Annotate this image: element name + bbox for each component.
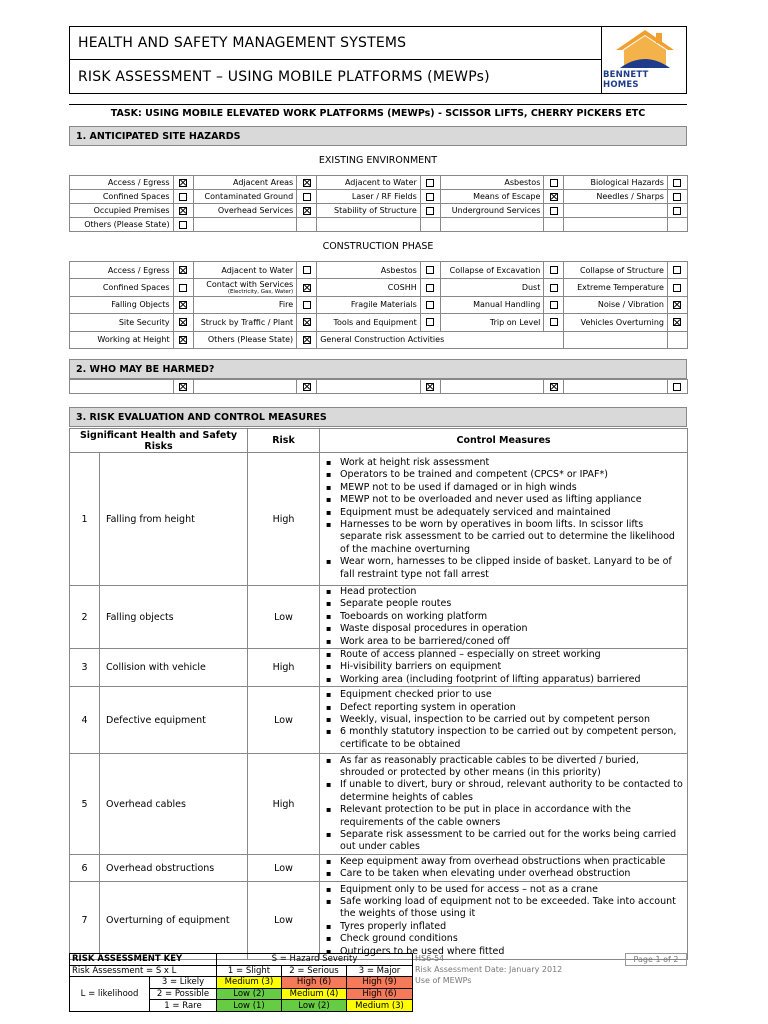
checkbox-cell bbox=[173, 279, 193, 296]
checked-box-icon[interactable] bbox=[303, 336, 311, 344]
checkbox-cell bbox=[420, 380, 440, 394]
empty-box-icon[interactable] bbox=[673, 383, 681, 391]
risk-level: Low bbox=[248, 855, 320, 882]
empty-cell bbox=[193, 218, 297, 232]
control-measure-item: ▪ Care to be taken when elevating under overhead obstruction bbox=[326, 868, 685, 880]
empty-box-icon[interactable] bbox=[426, 207, 434, 215]
checkbox-cell bbox=[667, 262, 687, 279]
risk-level: High bbox=[248, 649, 320, 687]
risk-row bbox=[70, 855, 688, 882]
checkbox-cell bbox=[544, 314, 564, 331]
risk-hazard: Overturning of equipment bbox=[100, 882, 248, 960]
hazard-label: Underground Services bbox=[440, 204, 544, 218]
checkbox-cell bbox=[544, 262, 564, 279]
risk-level: Low bbox=[248, 586, 320, 649]
control-measure-item: ▪ Check ground conditions bbox=[326, 933, 685, 945]
hazard-label: COSHH bbox=[317, 279, 421, 296]
checkbox-cell bbox=[420, 262, 440, 279]
risk-level: Low bbox=[248, 687, 320, 754]
hazard-label: Others (Please State) bbox=[70, 218, 174, 232]
empty-box-icon[interactable] bbox=[550, 301, 558, 309]
key-cell: Low (1) bbox=[217, 1000, 282, 1012]
key-cell: Medium (4) bbox=[282, 988, 347, 1000]
control-measure-item: ▪ Defect reporting system in operation bbox=[326, 702, 685, 714]
construction-phase-title: CONSTRUCTION PHASE bbox=[322, 241, 434, 252]
control-measures bbox=[320, 882, 688, 960]
checkbox-cell bbox=[544, 190, 564, 204]
checked-box-icon[interactable] bbox=[303, 284, 311, 292]
empty-cell bbox=[564, 218, 668, 232]
hazard-label: Asbestos bbox=[317, 262, 421, 279]
hazard-label: Fire bbox=[193, 296, 297, 313]
checkbox-cell bbox=[667, 190, 687, 204]
control-measure-item: ▪ MEWP not to be used if damaged or in high winds bbox=[326, 482, 685, 494]
risk-number: 1 bbox=[70, 453, 100, 586]
checkbox-cell bbox=[544, 176, 564, 190]
checked-box-icon[interactable] bbox=[179, 301, 187, 309]
checkbox-cell bbox=[667, 279, 687, 296]
empty-box-icon[interactable] bbox=[673, 266, 681, 274]
empty-cell bbox=[667, 331, 687, 348]
checkbox-cell bbox=[420, 176, 440, 190]
document-use: Use of MEWPs bbox=[415, 976, 472, 985]
risk-row bbox=[70, 649, 688, 687]
hazard-label bbox=[564, 204, 668, 218]
checkbox-cell bbox=[297, 331, 317, 348]
hazard-row bbox=[70, 331, 688, 348]
checked-box-icon[interactable] bbox=[673, 318, 681, 326]
hazard-label: Needles / Sharps bbox=[564, 190, 668, 204]
empty-box-icon[interactable] bbox=[550, 207, 558, 215]
key-cell: Medium (3) bbox=[347, 1000, 413, 1012]
hazard-label-sub: (Electricity, Gas, Water) bbox=[227, 288, 294, 295]
risk-level: High bbox=[248, 453, 320, 586]
hazard-label: Stability of Structure bbox=[317, 204, 421, 218]
checkbox-cell bbox=[420, 296, 440, 313]
control-measures-list bbox=[326, 586, 685, 648]
header-subtitle: RISK ASSESSMENT – USING MOBILE PLATFORMS (MEWPs) bbox=[70, 60, 602, 94]
hazard-label bbox=[193, 279, 297, 296]
checkbox-cell bbox=[173, 314, 193, 331]
page-number: Page 1 of 2 bbox=[625, 953, 687, 966]
hazard-row bbox=[70, 296, 688, 313]
hazard-label: Confined Spaces bbox=[70, 190, 174, 204]
checkbox-cell bbox=[297, 296, 317, 313]
checkbox-cell bbox=[297, 279, 317, 296]
who-may-be-harmed-grid bbox=[69, 379, 688, 394]
assessment-date: Risk Assessment Date: January 2012 bbox=[415, 965, 563, 974]
checkbox-cell bbox=[420, 204, 440, 218]
empty-box-icon[interactable] bbox=[303, 266, 311, 274]
hazard-label: Confined Spaces bbox=[70, 279, 174, 296]
checkbox-cell bbox=[297, 176, 317, 190]
control-measure-item: ▪ Head protection bbox=[326, 586, 685, 598]
checked-box-icon[interactable] bbox=[303, 207, 311, 215]
hazard-label bbox=[193, 380, 297, 394]
checkbox-cell bbox=[544, 380, 564, 394]
key-likely: 3 = Likely bbox=[150, 977, 217, 989]
control-measure-item: ▪ Safe working load of equipment not to be exceeded. Take into account the weights of those using it bbox=[326, 896, 685, 921]
house-logo-icon bbox=[612, 28, 678, 70]
key-cell: Low (2) bbox=[217, 988, 282, 1000]
hazard-label: Trip on Level bbox=[440, 314, 544, 331]
checkbox-cell bbox=[667, 380, 687, 394]
checkbox-cell bbox=[544, 204, 564, 218]
key-serious: 2 = Serious bbox=[282, 965, 347, 977]
header-title: HEALTH AND SAFETY MANAGEMENT SYSTEMS bbox=[70, 27, 602, 60]
empty-box-icon[interactable] bbox=[426, 284, 434, 292]
empty-box-icon[interactable] bbox=[673, 284, 681, 292]
hazard-label: Tools and Equipment bbox=[317, 314, 421, 331]
hazard-label: Asbestos bbox=[440, 176, 544, 190]
empty-cell bbox=[440, 218, 544, 232]
hazard-label: Manual Handling bbox=[440, 296, 544, 313]
hazard-label: Laser / RF Fields bbox=[317, 190, 421, 204]
hazard-label: Means of Escape bbox=[440, 190, 544, 204]
risk-row bbox=[70, 453, 688, 586]
control-measure-item: ▪ Route of access planned – especially on street working bbox=[326, 649, 685, 661]
checkbox-cell bbox=[667, 176, 687, 190]
hazard-label: Dust bbox=[440, 279, 544, 296]
checked-box-icon[interactable] bbox=[179, 318, 187, 326]
empty-cell bbox=[297, 218, 317, 232]
empty-box-icon[interactable] bbox=[426, 179, 434, 187]
hazard-row bbox=[70, 218, 688, 232]
risk-number: 4 bbox=[70, 687, 100, 754]
control-measures-list bbox=[326, 856, 685, 881]
hazard-row bbox=[70, 380, 688, 394]
control-measure-item: ▪ As far as reasonably practicable cables to be diverted / buried, shrouded or protected by other means (in this priority) bbox=[326, 755, 685, 780]
checkbox-cell bbox=[544, 279, 564, 296]
header-divider bbox=[69, 104, 687, 105]
key-cell: High (9) bbox=[347, 977, 413, 989]
checked-box-icon[interactable] bbox=[179, 336, 187, 344]
hazard-label: Adjacent to Water bbox=[193, 262, 297, 279]
control-measure-item: ▪ Working area (including footprint of lifting apparatus) barriered bbox=[326, 674, 685, 686]
checkbox-cell bbox=[173, 204, 193, 218]
checked-box-icon[interactable] bbox=[550, 193, 558, 201]
control-measures bbox=[320, 855, 688, 882]
control-measure-item: ▪ Work area to be barriered/coned off bbox=[326, 636, 685, 648]
empty-cell bbox=[544, 218, 564, 232]
risk-hazard: Overhead cables bbox=[100, 754, 248, 855]
section2-title: 2. WHO MAY BE HARMED? bbox=[69, 359, 687, 379]
control-measure-item: ▪ Harnesses to be worn by operatives in boom lifts. In scissor lifts separate risk assessment to be carried out to determine the likelihood of the machine overturning bbox=[326, 519, 685, 556]
checkbox-cell bbox=[173, 190, 193, 204]
empty-box-icon[interactable] bbox=[550, 284, 558, 292]
hazard-label: Extreme Temperature bbox=[564, 279, 668, 296]
empty-cell bbox=[667, 218, 687, 232]
empty-box-icon[interactable] bbox=[550, 179, 558, 187]
control-measures bbox=[320, 586, 688, 649]
hazard-label-text: Contact with Services bbox=[206, 279, 294, 289]
control-measure-item: ▪ Tyres properly inflated bbox=[326, 921, 685, 933]
risk-row bbox=[70, 882, 688, 960]
control-measures bbox=[320, 453, 688, 586]
key-possible: 2 = Possible bbox=[150, 988, 217, 1000]
control-measures-list bbox=[326, 755, 685, 854]
control-measure-item: ▪ Weekly, visual, inspection to be carried out by competent person bbox=[326, 714, 685, 726]
control-measure-item: ▪ MEWP not to be overloaded and never used as lifting appliance bbox=[326, 494, 685, 506]
checkbox-cell bbox=[173, 262, 193, 279]
control-column-header: Control Measures bbox=[320, 429, 688, 453]
risk-number: 7 bbox=[70, 882, 100, 960]
risk-level: Low bbox=[248, 882, 320, 960]
checked-box-icon[interactable] bbox=[550, 383, 558, 391]
hazard-label: General Construction Activities bbox=[317, 331, 564, 348]
control-measure-item: ▪ 6 monthly statutory inspection to be carried out by competent person, certificate to be obtained bbox=[326, 726, 685, 751]
key-rare: 1 = Rare bbox=[150, 1000, 217, 1012]
control-measure-item: ▪ Wear worn, harnesses to be clipped inside of basket. Lanyard to be of fall restraint type not fall arrest bbox=[326, 556, 685, 581]
task-title: TASK: USING MOBILE ELEVATED WORK PLATFORMS (MEWPs) - SCISSOR LIFTS, CHERRY PICKERS ETC bbox=[110, 108, 646, 119]
hazard-row bbox=[70, 262, 688, 279]
empty-box-icon[interactable] bbox=[426, 266, 434, 274]
checkbox-cell bbox=[544, 296, 564, 313]
hazard-label: Struck by Traffic / Plant bbox=[193, 314, 297, 331]
empty-box-icon[interactable] bbox=[673, 193, 681, 201]
checked-box-icon[interactable] bbox=[303, 179, 311, 187]
risk-row bbox=[70, 687, 688, 754]
risk-column-header: Risk bbox=[248, 429, 320, 453]
hazard-row bbox=[70, 190, 688, 204]
control-measure-item: ▪ Operators to be trained and competent (CPCS* or IPAF*) bbox=[326, 469, 685, 481]
control-measures bbox=[320, 687, 688, 754]
hazard-column-header: Significant Health and Safety Risks bbox=[70, 429, 248, 453]
checked-box-icon[interactable] bbox=[303, 383, 311, 391]
checkbox-cell bbox=[297, 314, 317, 331]
hazard-label: Adjacent Areas bbox=[193, 176, 297, 190]
risk-assessment-key bbox=[69, 953, 413, 1012]
construction-phase-grid bbox=[69, 261, 688, 349]
empty-box-icon[interactable] bbox=[550, 266, 558, 274]
section3-title: 3. RISK EVALUATION AND CONTROL MEASURES bbox=[69, 407, 687, 427]
control-measure-item: ▪ Relevant protection to be put in place in accordance with the requirements of the cable owners bbox=[326, 804, 685, 829]
hazard-label: Collapse of Structure bbox=[564, 262, 668, 279]
risk-level: High bbox=[248, 754, 320, 855]
checked-box-icon[interactable] bbox=[179, 266, 187, 274]
company-logo bbox=[603, 27, 687, 94]
hazard-label: Falling Objects bbox=[70, 296, 174, 313]
control-measure-item: ▪ Keep equipment away from overhead obstructions when practicable bbox=[326, 856, 685, 868]
empty-box-icon[interactable] bbox=[550, 318, 558, 326]
hazard-label: Noise / Vibration bbox=[564, 296, 668, 313]
hazard-row bbox=[70, 279, 688, 296]
empty-box-icon[interactable] bbox=[673, 207, 681, 215]
hazard-label: Fragile Materials bbox=[317, 296, 421, 313]
footer-info bbox=[415, 953, 625, 986]
control-measure-item: ▪ Waste disposal procedures in operation bbox=[326, 623, 685, 635]
checked-box-icon[interactable] bbox=[179, 207, 187, 215]
risk-row bbox=[70, 586, 688, 649]
key-major: 3 = Major bbox=[347, 965, 413, 977]
risk-hazard: Collision with vehicle bbox=[100, 649, 248, 687]
control-measure-item: ▪ Separate risk assessment to be carried out for the works being carried out under cables bbox=[326, 829, 685, 854]
hazard-row bbox=[70, 204, 688, 218]
checked-box-icon[interactable] bbox=[426, 383, 434, 391]
checkbox-cell bbox=[420, 314, 440, 331]
hazard-label: Access / Egress bbox=[70, 262, 174, 279]
control-measures bbox=[320, 649, 688, 687]
risk-number: 3 bbox=[70, 649, 100, 687]
key-severity: S = Hazard Severity bbox=[217, 954, 413, 966]
hazard-label: Contaminated Ground bbox=[193, 190, 297, 204]
empty-box-icon[interactable] bbox=[673, 179, 681, 187]
hazard-label: Access / Egress bbox=[70, 176, 174, 190]
risk-number: 2 bbox=[70, 586, 100, 649]
empty-box-icon[interactable] bbox=[426, 301, 434, 309]
logo-text: BENNETT HOMES bbox=[603, 70, 649, 90]
control-measure-item: ▪ Hi-visibility barriers on equipment bbox=[326, 661, 685, 673]
hazard-label: Occupied Premises bbox=[70, 204, 174, 218]
empty-box-icon[interactable] bbox=[303, 301, 311, 309]
checkbox-cell bbox=[173, 176, 193, 190]
key-cell: Low (2) bbox=[282, 1000, 347, 1012]
hazard-label: Site Security bbox=[70, 314, 174, 331]
checkbox-cell bbox=[297, 204, 317, 218]
checkbox-cell bbox=[297, 190, 317, 204]
control-measures-list bbox=[326, 884, 685, 958]
control-measure-item: ▪ Separate people routes bbox=[326, 598, 685, 610]
control-measures-list bbox=[326, 457, 685, 581]
checkbox-cell bbox=[173, 218, 193, 232]
key-cell: High (6) bbox=[347, 988, 413, 1000]
key-cell: Medium (3) bbox=[217, 977, 282, 989]
checked-box-icon[interactable] bbox=[303, 318, 311, 326]
empty-box-icon[interactable] bbox=[179, 221, 187, 229]
checkbox-cell bbox=[297, 380, 317, 394]
hazard-label: Vehicles Overturning bbox=[564, 314, 668, 331]
key-formula: Risk Assessment = S x L bbox=[70, 965, 217, 977]
checkbox-cell bbox=[173, 331, 193, 348]
risk-hazard: Falling objects bbox=[100, 586, 248, 649]
control-measure-item: ▪ Toeboards on working platform bbox=[326, 611, 685, 623]
hazard-row bbox=[70, 176, 688, 190]
empty-box-icon[interactable] bbox=[303, 193, 311, 201]
existing-environment-grid bbox=[69, 175, 688, 232]
checkbox-cell bbox=[667, 314, 687, 331]
checkbox-cell bbox=[420, 279, 440, 296]
risk-number: 5 bbox=[70, 754, 100, 855]
checkbox-cell bbox=[173, 380, 193, 394]
risk-number: 6 bbox=[70, 855, 100, 882]
empty-cell bbox=[420, 218, 440, 232]
empty-cell bbox=[564, 331, 668, 348]
hazard-label: Others (Please State) bbox=[193, 331, 297, 348]
risk-row bbox=[70, 754, 688, 855]
empty-box-icon[interactable] bbox=[179, 284, 187, 292]
hazard-label bbox=[317, 380, 421, 394]
hazard-label: Working at Height bbox=[70, 331, 174, 348]
hazard-label: Collapse of Excavation bbox=[440, 262, 544, 279]
hazard-row bbox=[70, 314, 688, 331]
empty-cell bbox=[317, 218, 421, 232]
key-title: RISK ASSESSMENT KEY bbox=[70, 954, 217, 966]
hazard-label: Overhead Services bbox=[193, 204, 297, 218]
risk-table bbox=[69, 428, 688, 960]
control-measure-item: ▪ Equipment checked prior to use bbox=[326, 689, 685, 701]
document-header bbox=[69, 26, 687, 94]
risk-hazard: Falling from height bbox=[100, 453, 248, 586]
checked-box-icon[interactable] bbox=[179, 383, 187, 391]
checkbox-cell bbox=[667, 204, 687, 218]
control-measure-item: ▪ Outriggers to be used where fitted bbox=[326, 946, 685, 958]
hazard-label: Adjacent to Water bbox=[317, 176, 421, 190]
control-measure-item: ▪ Equipment only to be used for access – not as a crane bbox=[326, 884, 685, 896]
checked-box-icon[interactable] bbox=[179, 179, 187, 187]
control-measures-list bbox=[326, 649, 685, 686]
checkbox-cell bbox=[173, 296, 193, 313]
key-slight: 1 = Slight bbox=[217, 965, 282, 977]
checkbox-cell bbox=[297, 262, 317, 279]
empty-box-icon[interactable] bbox=[426, 318, 434, 326]
risk-hazard: Overhead obstructions bbox=[100, 855, 248, 882]
hazard-label bbox=[564, 380, 668, 394]
checkbox-cell bbox=[667, 296, 687, 313]
hazard-label bbox=[440, 380, 544, 394]
risk-hazard: Defective equipment bbox=[100, 687, 248, 754]
empty-box-icon[interactable] bbox=[426, 193, 434, 201]
key-cell: High (6) bbox=[282, 977, 347, 989]
doc-reference: HS6-54 bbox=[415, 954, 445, 963]
hazard-label bbox=[70, 380, 174, 394]
hazard-label: Biological Hazards bbox=[564, 176, 668, 190]
existing-environment-title: EXISTING ENVIRONMENT bbox=[318, 155, 438, 166]
control-measure-item: ▪ If unable to divert, bury or shroud, relevant authority to be contacted to determine heights of cables bbox=[326, 779, 685, 804]
control-measures bbox=[320, 754, 688, 855]
empty-box-icon[interactable] bbox=[179, 193, 187, 201]
control-measure-item: ▪ Equipment must be adequately serviced and maintained bbox=[326, 507, 685, 519]
checked-box-icon[interactable] bbox=[673, 301, 681, 309]
key-likelihood: L = likelihood bbox=[70, 977, 150, 1012]
control-measure-item: ▪ Work at height risk assessment bbox=[326, 457, 685, 469]
control-measures-list bbox=[326, 689, 685, 751]
section1-title: 1. ANTICIPATED SITE HAZARDS bbox=[69, 126, 687, 146]
checkbox-cell bbox=[420, 190, 440, 204]
